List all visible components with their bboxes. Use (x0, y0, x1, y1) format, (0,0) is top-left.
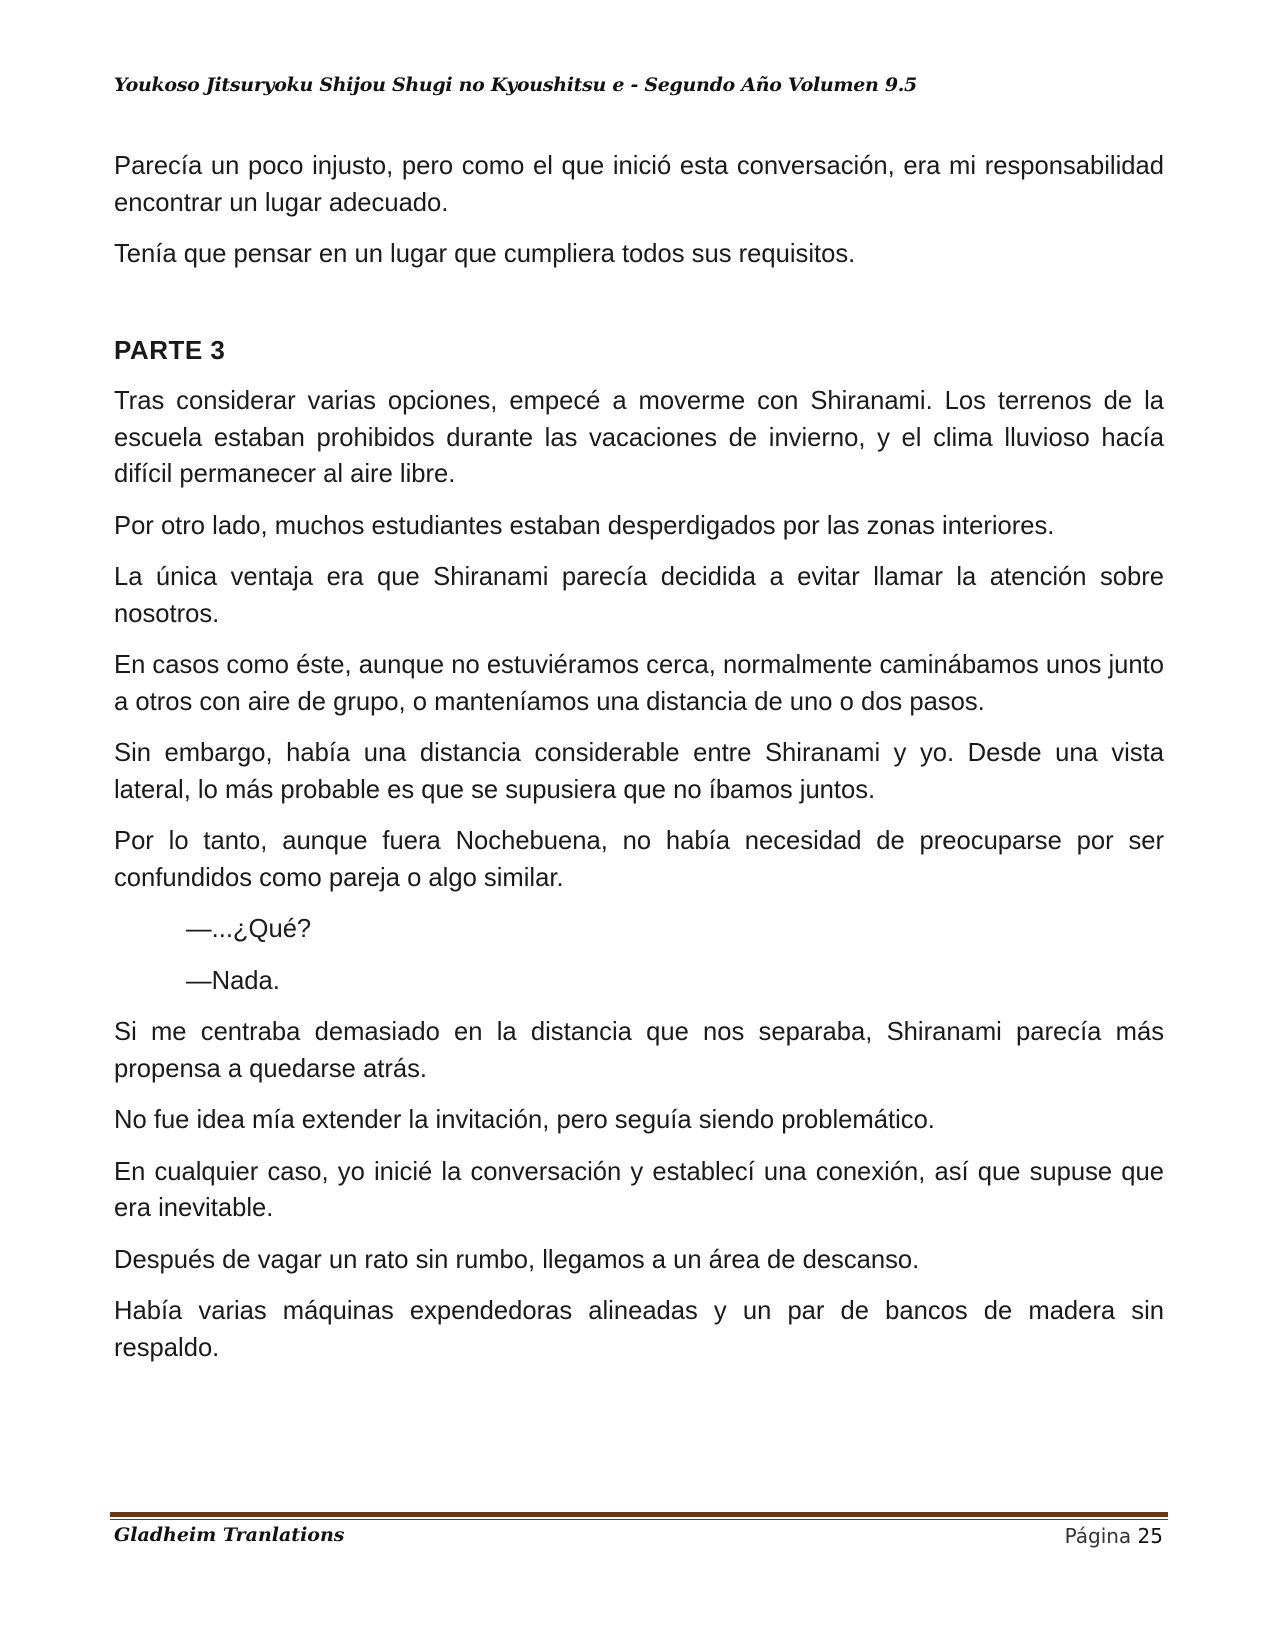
page-number-block (1065, 1524, 1163, 1548)
paragraph: Parecía un poco injusto, pero como el que inició esta conversación, era mi responsabilidad encontrar un lugar adecuado. (114, 152, 1164, 217)
footer-divider (110, 1512, 1168, 1521)
section-title: PARTE 3 (114, 334, 226, 365)
document-body (114, 148, 1164, 1381)
footer-divider-thick (110, 1512, 1168, 1517)
paragraph: Había varias máquinas expendedoras alineadas y un par de bancos de madera sin respaldo. (114, 1297, 1164, 1362)
paragraph: En cualquier caso, yo inicié la conversación y establecí una conexión, así que supuse que era inevitable. (114, 1157, 1164, 1222)
dialog-line: —...¿Qué? (186, 915, 312, 943)
footer-credit: Gladheim Tranlations (114, 1524, 345, 1546)
paragraph: Tenía que pensar en un lugar que cumpliera todos sus requisitos. (114, 240, 856, 268)
paragraph: Después de vagar un rato sin rumbo, llegamos a un área de descanso. (114, 1245, 920, 1274)
footer-divider-thin (110, 1519, 1168, 1520)
paragraph: La única ventaja era que Shiranami parecía decidida a evitar llamar la atención sobre nosotros. (114, 563, 1164, 628)
page-header-title: Youkoso Jitsuryoku Shijou Shugi no Kyoushitsu e - Segundo Año Volumen 9.5 (114, 74, 917, 96)
section-spacer (114, 288, 1164, 332)
page-number: 25 (1137, 1524, 1163, 1548)
paragraph: Tras considerar varias opciones, empecé a moverme con Shiranami. Los terrenos de la escuela estaban prohibidos durante las vacaciones de invierno, y el clima lluvioso hacía difícil permanecer al aire libre. (114, 387, 1164, 488)
paragraph: Por lo tanto, aunque fuera Nochebuena, no había necesidad de preocuparse por ser confundidos como pareja o algo similar. (114, 827, 1164, 892)
dialog-line: —Nada. (186, 966, 280, 995)
page-label: Página (1064, 1524, 1132, 1548)
paragraph: En casos como éste, aunque no estuviéramos cerca, normalmente caminábamos unos junto a otros con aire de grupo, o manteníamos una distancia de uno o dos pasos. (114, 651, 1164, 716)
paragraph: No fue idea mía extender la invitación, pero seguía siendo problemático. (114, 1106, 935, 1134)
paragraph: Por otro lado, muchos estudiantes estaban desperdigados por las zonas interiores. (114, 511, 1055, 540)
paragraph: Sin embargo, había una distancia considerable entre Shiranami y yo. Desde una vista lateral, lo más probable es que se supusiera que no íbamos juntos. (114, 739, 1164, 804)
paragraph: Si me centraba demasiado en la distancia que nos separaba, Shiranami parecía más propensa a quedarse atrás. (114, 1018, 1164, 1083)
